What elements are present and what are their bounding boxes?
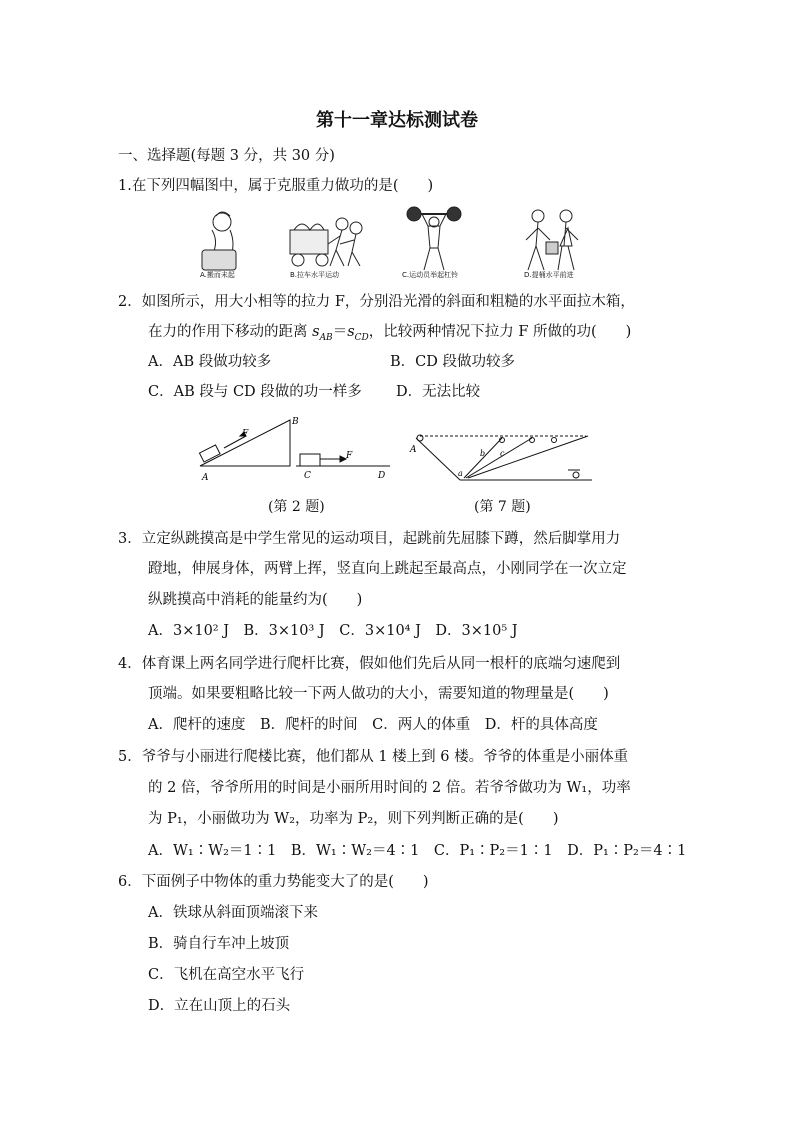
incline-box — [199, 445, 220, 462]
label-a: a — [458, 469, 463, 478]
q2-option-c: C．AB 段与 CD 段做的功一样多 — [148, 384, 362, 400]
q1-picture-a — [202, 212, 236, 270]
label-D: D — [378, 471, 386, 481]
label-A: A — [202, 473, 209, 483]
q6-stem: 6．下面例子中物体的重力势能变大了的是( ) — [118, 874, 429, 890]
label-c: c — [500, 449, 505, 458]
q1-caption-d: D.提桶水平前进 — [524, 271, 574, 279]
q7-figure — [404, 428, 594, 486]
q3-options: A．3×10² J B．3×10³ J C．3×10⁴ J D．3×10⁵ J — [148, 623, 518, 639]
q2-line2: 在力的作用下移动的距离 $s_{AB}=s_{CD}$，比较两种情况下拉力 F 所做的功( ) — [148, 324, 632, 343]
q3-line1: 3．立定纵跳摸高是中学生常见的运动项目，起跳前先屈膝下蹲，然后脚掌用力 — [118, 531, 621, 547]
ground-box — [300, 454, 320, 466]
q6-option-b: B．骑自行车冲上坡顶 — [148, 936, 290, 952]
q1-picture-c — [407, 207, 461, 270]
label-B: B — [292, 417, 299, 427]
slope-d — [468, 436, 588, 478]
q1-caption-c: C.运动员举起杠铃 — [402, 271, 459, 279]
incline-triangle — [200, 420, 290, 466]
q5-line1: 5．爷爷与小丽进行爬楼比赛，他们都从 1 楼上到 6 楼。爷爷的体重是小丽体重 — [118, 749, 629, 765]
q4-options: A．爬杆的速度 B．爬杆的时间 C．两人的体重 D．杆的具体高度 — [148, 717, 598, 733]
q1-stem: 1.在下列四幅图中，属于克服重力做功的是( ) — [118, 178, 434, 194]
slope-c — [466, 438, 532, 478]
q6-option-c: C．飞机在高空水平飞行 — [148, 967, 305, 983]
q1-caption-b: B.拉车水平运动 — [290, 271, 340, 279]
q4-line1: 4．体育课上两名同学进行爬杆比赛，假如他们先后从同一根杆的底端匀速爬到 — [118, 656, 621, 672]
q7-figure-caption: (第 7 题) — [474, 499, 531, 515]
label-C: C — [304, 471, 311, 481]
q1-picture-b — [290, 218, 362, 266]
q2-line1: 2．如图所示，用大小相等的拉力 F，分别沿光滑的斜面和粗糙的水平面拉木箱， — [118, 294, 635, 310]
q5-line2: 的 2 倍，爷爷所用的时间是小丽所用时间的 2 倍。若爷爷做功为 W₁，功率 — [148, 780, 631, 796]
label-F2: F — [346, 451, 353, 461]
q5-options: A．W₁∶W₂＝1∶1 B．W₁∶W₂＝4∶1 C．P₁∶P₂＝1∶1 D．P₁∶P₂＝4∶1 — [148, 843, 687, 859]
q2-figure-caption: (第 2 题) — [268, 499, 325, 515]
q6-option-d: D．立在山顶上的石头 — [148, 998, 291, 1014]
q4-line2: 顶端。如果要粗略比较一下两人做功的大小，需要知道的物理量是( ) — [148, 686, 609, 702]
q3-line2: 蹬地，伸展身体，两臂上挥，竖直向上跳起至最高点，小刚同学在一次立定 — [148, 561, 627, 577]
label-F1: F — [242, 429, 249, 439]
q1-caption-a: A.搬而未起 — [200, 271, 235, 279]
section-heading: 一、选择题(每题 3 分，共 30 分) — [118, 148, 335, 164]
q2-option-a: A．AB 段做功较多 — [148, 354, 272, 370]
q3-line3: 纵跳摸高中消耗的能量约为( ) — [148, 592, 363, 608]
q5-line3: 为 P₁，小丽做功为 W₂，功率为 P₂，则下列判断正确的是( ) — [148, 811, 559, 827]
q2-option-b: B．CD 段做功较多 — [390, 354, 515, 370]
slope-b — [464, 438, 502, 478]
label-A: A — [410, 445, 417, 455]
page-title: 第十一章达标测试卷 — [316, 110, 478, 131]
q1-picture-d — [526, 210, 578, 270]
q6-option-a: A．铁球从斜面顶端滚下来 — [148, 905, 318, 921]
q2-option-d: D．无法比较 — [396, 384, 481, 400]
q2-figure — [196, 414, 396, 486]
label-b: b — [480, 449, 486, 458]
left-slope — [416, 438, 460, 480]
